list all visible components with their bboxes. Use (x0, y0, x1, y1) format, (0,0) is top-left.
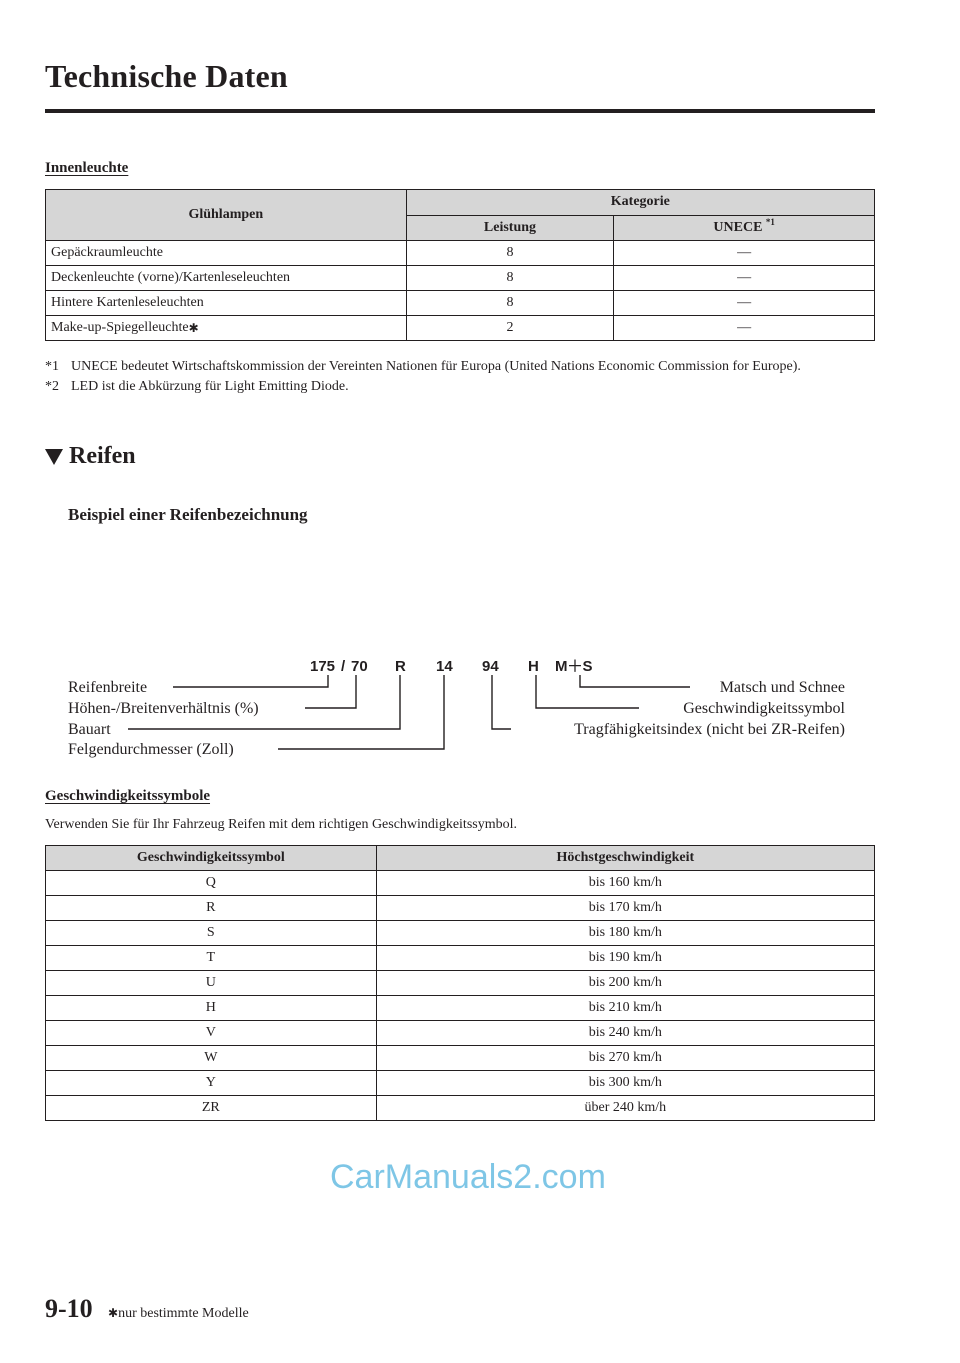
code-load: 94 (482, 658, 499, 675)
interior-light-heading: Innenleuchte (45, 160, 129, 176)
bulb-power: 8 (406, 266, 614, 291)
bulb-unece: — (614, 266, 875, 291)
col-unece-label: UNECE (713, 219, 763, 235)
speed-symbol: ZR (46, 1096, 377, 1121)
leader-mud (580, 675, 690, 687)
table-row (46, 1071, 875, 1096)
table-row (46, 316, 875, 341)
col-speed-symbol: Geschwindigkeitssymbol (46, 846, 377, 871)
speed-symbol: Q (46, 871, 377, 896)
speed-symbols-table (45, 845, 875, 1121)
bulb-unece: — (614, 316, 875, 341)
leader-speed (536, 675, 639, 708)
footnote-mark: *2 (45, 379, 59, 394)
max-speed: über 240 km/h (376, 1096, 874, 1121)
table-row (46, 266, 875, 291)
table-row (46, 871, 875, 896)
leader-ratio (305, 675, 356, 708)
speed-symbol: R (46, 896, 377, 921)
table-row (46, 1021, 875, 1046)
page-title: Technische Daten (45, 58, 288, 94)
code-ratio: 70 (351, 658, 368, 675)
table-row (46, 921, 875, 946)
bulb-power: 2 (406, 316, 614, 341)
watermark: CarManuals2.com (330, 1158, 606, 1196)
footnotes (45, 357, 875, 397)
leader-load (492, 675, 511, 729)
table-row (46, 1096, 875, 1121)
bulb-unece: — (614, 241, 875, 266)
tire-code-diagram (45, 655, 875, 760)
max-speed: bis 190 km/h (376, 946, 874, 971)
bulb-name-text: Deckenleuchte (vorne)/Kartenleseleuchten (51, 270, 291, 285)
footnote-text: LED ist die Abkürzung für Light Emitting Diode. (71, 379, 349, 394)
tire-example-title: Beispiel einer Reifenbezeichnung (68, 505, 308, 524)
table-row (46, 896, 875, 921)
table-row (46, 996, 875, 1021)
footnote (45, 377, 875, 397)
speed-symbols-heading: Geschwindigkeitssymbole (45, 788, 211, 804)
speed-symbol: V (46, 1021, 377, 1046)
speed-symbol: T (46, 946, 377, 971)
bulb-name (46, 266, 407, 291)
interior-light-table (45, 189, 875, 341)
speed-symbol: H (46, 996, 377, 1021)
bulb-power: 8 (406, 241, 614, 266)
footnote-text: UNECE bedeutet Wirtschaftskommission der Vereinten Nationen für Europa (United Nations Economic Commission for Europe). (71, 359, 801, 374)
label-mud: Matsch und Schnee (719, 679, 845, 696)
code-speed: H (528, 658, 539, 675)
label-speed: Geschwindigkeitssymbol (683, 700, 845, 717)
speed-symbol: W (46, 1046, 377, 1071)
tires-section-title (45, 443, 136, 470)
bulb-name (46, 291, 407, 316)
table-row (46, 241, 875, 266)
max-speed: bis 210 km/h (376, 996, 874, 1021)
speed-symbols-intro: Verwenden Sie für Ihr Fahrzeug Reifen mit dem richtigen Geschwindigkeitssymbol. (45, 817, 517, 832)
col-bulbs: Glühlampen (46, 190, 407, 241)
bulb-name-text: Gepäckraumleuchte (51, 245, 163, 260)
tires-title-text: Reifen (69, 443, 136, 469)
footer-note-text: nur bestimmte Modelle (118, 1306, 249, 1321)
speed-symbol: S (46, 921, 377, 946)
max-speed: bis 300 km/h (376, 1071, 874, 1096)
max-speed: bis 160 km/h (376, 871, 874, 896)
max-speed: bis 180 km/h (376, 921, 874, 946)
table-row (46, 291, 875, 316)
footnote-mark: *1 (45, 359, 59, 374)
bulb-name-text: Hintere Kartenleseleuchten (51, 295, 204, 310)
max-speed: bis 170 km/h (376, 896, 874, 921)
col-max-speed: Höchstgeschwindigkeit (376, 846, 874, 871)
leader-rim (278, 675, 444, 749)
code-rim: 14 (436, 658, 453, 675)
bulb-power: 8 (406, 291, 614, 316)
bulb-name-text: Make-up-Spiegelleuchte (51, 320, 189, 335)
table-row (46, 971, 875, 996)
max-speed: bis 200 km/h (376, 971, 874, 996)
speed-symbol: U (46, 971, 377, 996)
label-ratio: Höhen-/Breitenverhältnis (%) (68, 700, 259, 717)
max-speed: bis 240 km/h (376, 1021, 874, 1046)
col-unece (614, 215, 875, 241)
col-power: Leistung (406, 215, 614, 241)
label-rim: Felgendurchmesser (Zoll) (68, 741, 234, 758)
code-mud: M＋S (555, 658, 593, 675)
page-number: 9-10 (45, 1294, 93, 1323)
col-unece-ref: *1 (765, 216, 775, 227)
triangle-bullet-icon (45, 449, 63, 465)
leader-width (173, 675, 328, 687)
speed-symbol: Y (46, 1071, 377, 1096)
bulb-name (46, 241, 407, 266)
footer-note (108, 1306, 249, 1322)
star-icon: ✱ (108, 1306, 119, 1320)
bulb-unece: — (614, 291, 875, 316)
label-width: Reifenbreite (68, 679, 148, 696)
code-construction: R (395, 658, 406, 675)
table-row (46, 1046, 875, 1071)
label-construction: Bauart (68, 721, 111, 738)
col-category: Kategorie (406, 190, 874, 216)
label-load: Tragfähigkeitsindex (nicht bei ZR-Reifen) (574, 721, 845, 738)
header-rule (45, 109, 875, 113)
table-row (46, 946, 875, 971)
star-icon: ✱ (188, 321, 199, 335)
max-speed: bis 270 km/h (376, 1046, 874, 1071)
footnote (45, 357, 875, 377)
code-width: 175 (310, 658, 336, 675)
code-slash: / (341, 658, 346, 675)
bulb-name (46, 316, 407, 341)
